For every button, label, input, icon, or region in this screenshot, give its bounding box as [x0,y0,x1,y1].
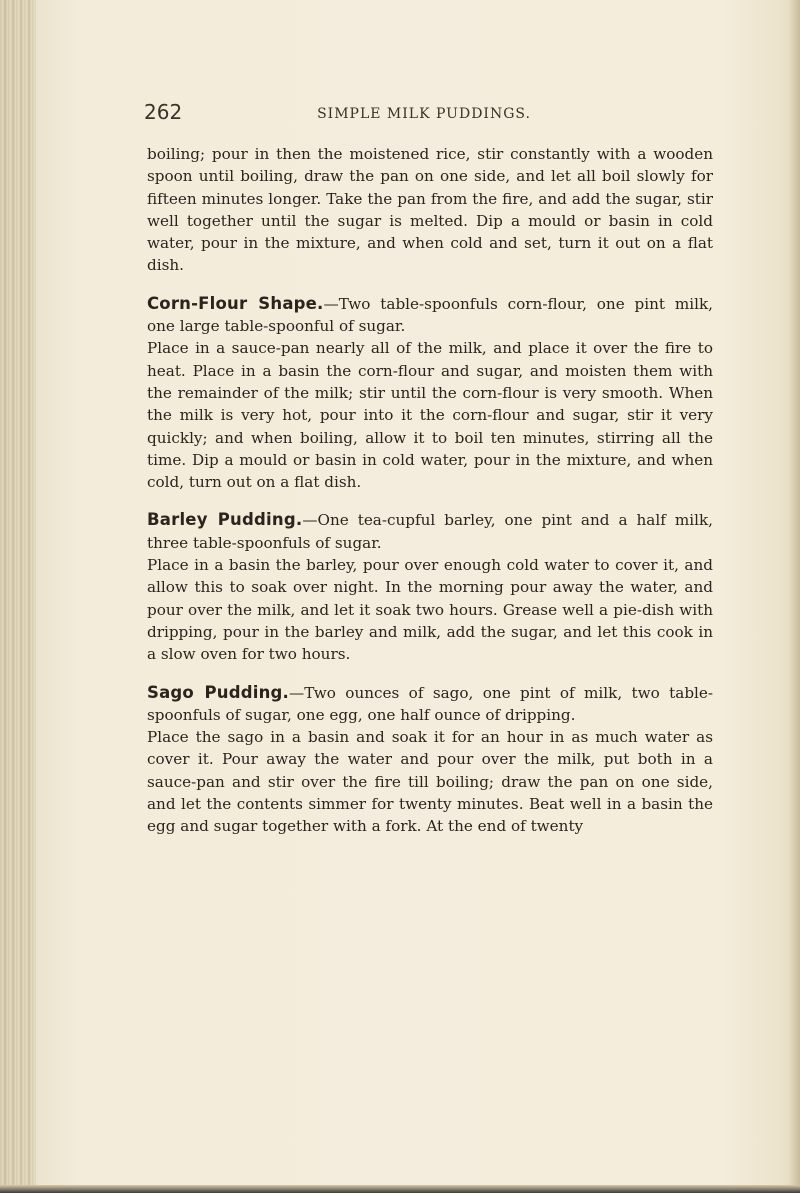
recipe-ingredients: —Two table-spoonfuls corn-flour, one pint milk, one large table-spoonful of sugar. [147,294,713,336]
intro-paragraph: boiling; pour in then the moistened rice, stir constantly with a wooden spoon until boiling, draw the pan on one side, and let all boil slowly for fifteen minutes longer. Take the pan from the fire, and add the sugar, stir well together until the sugar is melted. Dip a mould or basin in cold water, pour in the mixture, and when cold and set, turn it out on a flat dish. [147,145,713,275]
recipe-title: Barley Pudding. [147,510,303,530]
recipe-method: Place the sago in a basin and soak it for an hour in as much water as cover it. Pour away the water and pour over the milk, put both in a sauce-pan and stir over the fire till boiling; draw the pan on one side, and let the contents simmer for twenty minutes. Beat well in a basin the egg and sugar together with a fork. At the end of twenty [147,728,713,836]
recipe-corn-flour-shape [147,293,713,494]
body-text [147,143,713,838]
recipe-method: Place in a sauce-pan nearly all of the milk, and place it over the fire to heat. Place in a basin the corn-flour and sugar, and moisten them with the remainder of the milk; stir until the corn-flour is very smooth. When the milk is very hot, pour into it the corn-flour and sugar, stir it very quickly; and when boiling, allow it to boil ten minutes, stirring all the time. Dip a mould or basin in cold water, pour in the mixture, and when cold, turn out on a flat dish. [147,339,713,492]
recipe-ingredients-paragraph [147,682,713,727]
recipe-ingredients-paragraph [147,293,713,338]
recipe-title: Corn-Flour Shape. [147,293,324,313]
page-edge-right [788,0,800,1193]
page-header [144,100,704,130]
page-binding [0,0,36,1193]
page-number: 262 [144,100,183,124]
running-head: SIMPLE MILK PUDDINGS. [317,106,531,122]
recipe-barley-pudding [147,509,713,665]
recipe-title: Sago Pudding. [147,682,290,702]
recipe-ingredients: —One tea-cupful barley, one pint and a half milk, three table-spoonfuls of sugar. [147,511,713,552]
page-edge-bottom [0,1185,800,1193]
recipe-method: Place in a basin the barley, pour over enough cold water to cover it, and allow this to soak over night. In the morning pour away the water, and pour over the milk, and let it soak two hours. Grease well a pie-dish with dripping, pour in the barley and milk, add the sugar, and let this cook in a slow oven for two hours. [147,556,713,664]
recipe-ingredients: —Two ounces of sago, one pint of milk, two table-spoonfuls of sugar, one egg, one half ounce of dripping. [147,683,714,724]
recipe-sago-pudding [147,682,713,838]
recipe-ingredients-paragraph [147,509,713,554]
